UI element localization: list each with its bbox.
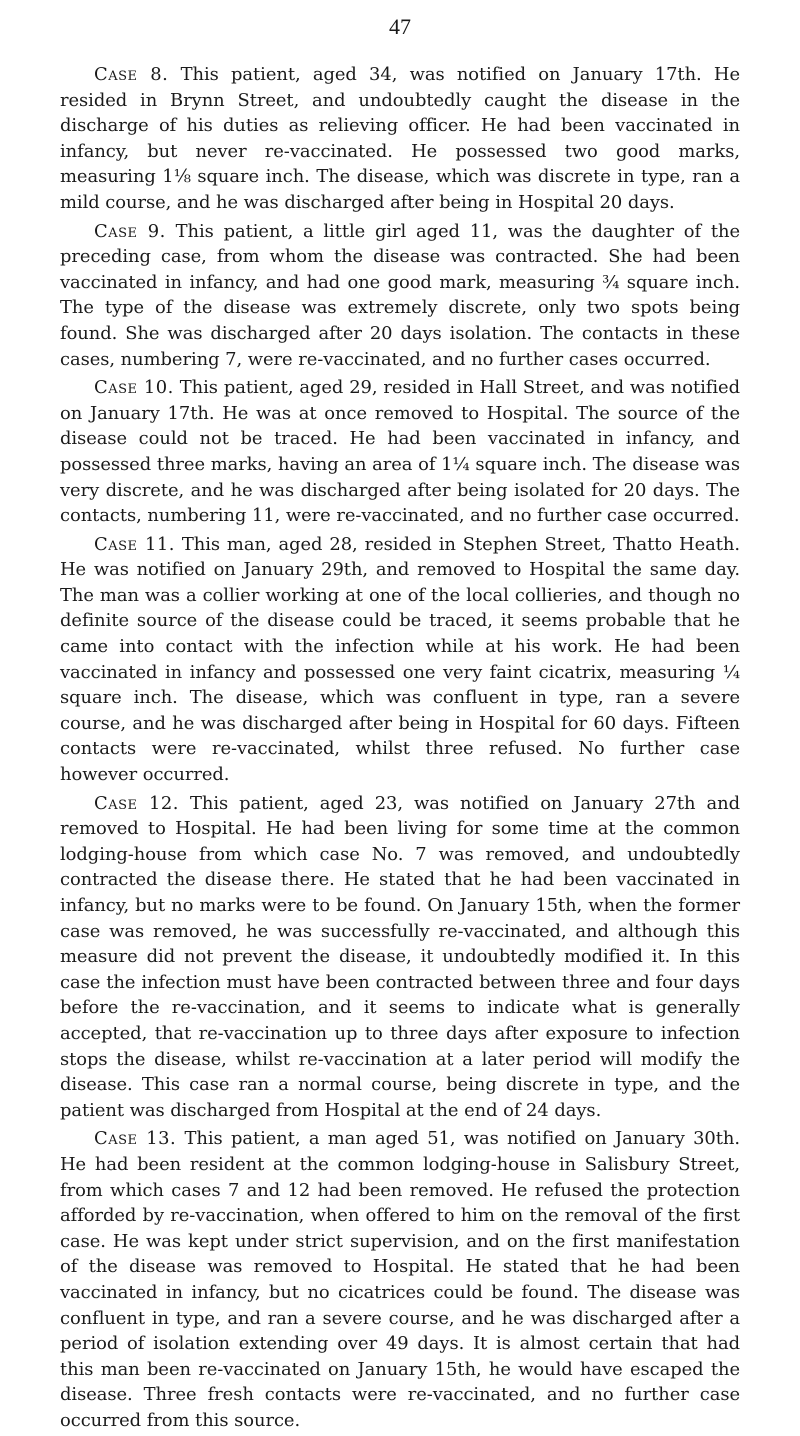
page-number: 47 (389, 14, 411, 39)
case-8-paragraph (60, 62, 740, 216)
case-9-text: This patient, a little girl aged 11, was the daughter of the preceding case, from whom the disease was contracted. She had been vaccinated in infancy, and had one good mark, measuring ¾ square inch. The type of the disease was extremely discrete, only two spots being found. She was discharged after 20 days isolation. The contacts in these cases, numbering 7, were re-vaccinated, and no further cases occurred. (60, 220, 741, 370)
case-10-label: Case 10. (94, 377, 174, 399)
case-12-paragraph (60, 791, 740, 1124)
case-10-paragraph (60, 375, 740, 529)
document-page (60, 14, 741, 1436)
case-9-paragraph (60, 219, 740, 373)
case-9-label: Case 9. (94, 220, 166, 242)
case-8-label: Case 8. (94, 64, 169, 85)
case-11-text: This man, aged 28, resided in Stephen Street, Thatto Heath. He was notified on January 29th, and removed to Hospital the same day. The man was a collier working at one of the local collieries, and though no definite source of the disease could be traced, it seems probable that he came into contact with the infection while at his work. He had been vaccinated in infancy and possessed one very faint cicatrix, measuring ¼ square inch. The disease, which was confluent in type, ran a severe course, and he was discharged after being in Hospital for 60 days. Fifteen contacts were re-vaccinated, whilst three refused. No further case however occurred. (60, 533, 740, 786)
case-13-paragraph (60, 1126, 740, 1433)
case-8-text: This patient, aged 34, was notified on January 17th. He resided in Brynn Street, and undoubtedly caught the disease in the discharge of his duties as relieving officer. He had been vaccinated in infancy, but never re-vaccinated. He possessed two good marks, measuring 1⅛ square inch. The disease, which was discrete in type, ran a mild course, and he was discharged after being in Hospital 20 days. (60, 64, 741, 213)
case-12-text: This patient, aged 23, was notified on January 27th and removed to Hospital. He had been living for some time at the common lodging-house from which case No. 7 was removed, and undoubtedly contracted the disease there. He stated that he had been vaccinated in infancy, but no marks were to be found. On January 15th, when the former case was removed, he was successfully re-vaccinated, and although this measure did not prevent the disease, it undoubtedly modified it. In this case the infection must have been contracted between three and four days before the re-vaccination, and it seems to indicate what is generally accepted, that re-vaccination up to three days after exposure to infection stops the disease, whilst re-vaccination at a later period will modify the disease. This case ran a normal course, being discrete in type, and the patient was discharged from Hospital at the end of 24 days. (60, 792, 740, 1121)
case-11-label: Case 11. (94, 533, 175, 555)
case-13-text: This patient, a man aged 51, was notified on January 30th. He had been resident at the common lodging-house in Salisbury Street, from which cases 7 and 12 had been removed. He refused the protection afforded by re-vaccination, when offered to him on the removal of the first case. He was kept under strict supervision, and on the first manifestation of the disease was removed to Hospital. He stated that he had been vaccinated in infancy, but no cicatrices could be found. The disease was confluent in type, and ran a severe course, and he was discharged after a period of isolation extending over 49 days. It is almost certain that had this man been re-vaccinated on January 15th, he would have escaped the disease. Three fresh contacts were re-vaccinated, and no further case occurred from this source. (60, 1128, 740, 1431)
case-13-label: Case 13. (94, 1128, 177, 1150)
case-12-label: Case 12. (94, 792, 179, 814)
case-10-text: This patient, aged 29, resided in Hall Street, and was notified on January 17th. He was at once removed to Hospital. The source of the disease could not be traced. He had been vaccinated in infancy, and possessed three marks, having an area of 1¼ square inch. The disease was very discrete, and he was discharged after being isolated for 20 days. The contacts, numbering 11, were re-vaccinated, and no further case occurred. (60, 377, 740, 527)
case-11-paragraph (60, 532, 740, 788)
